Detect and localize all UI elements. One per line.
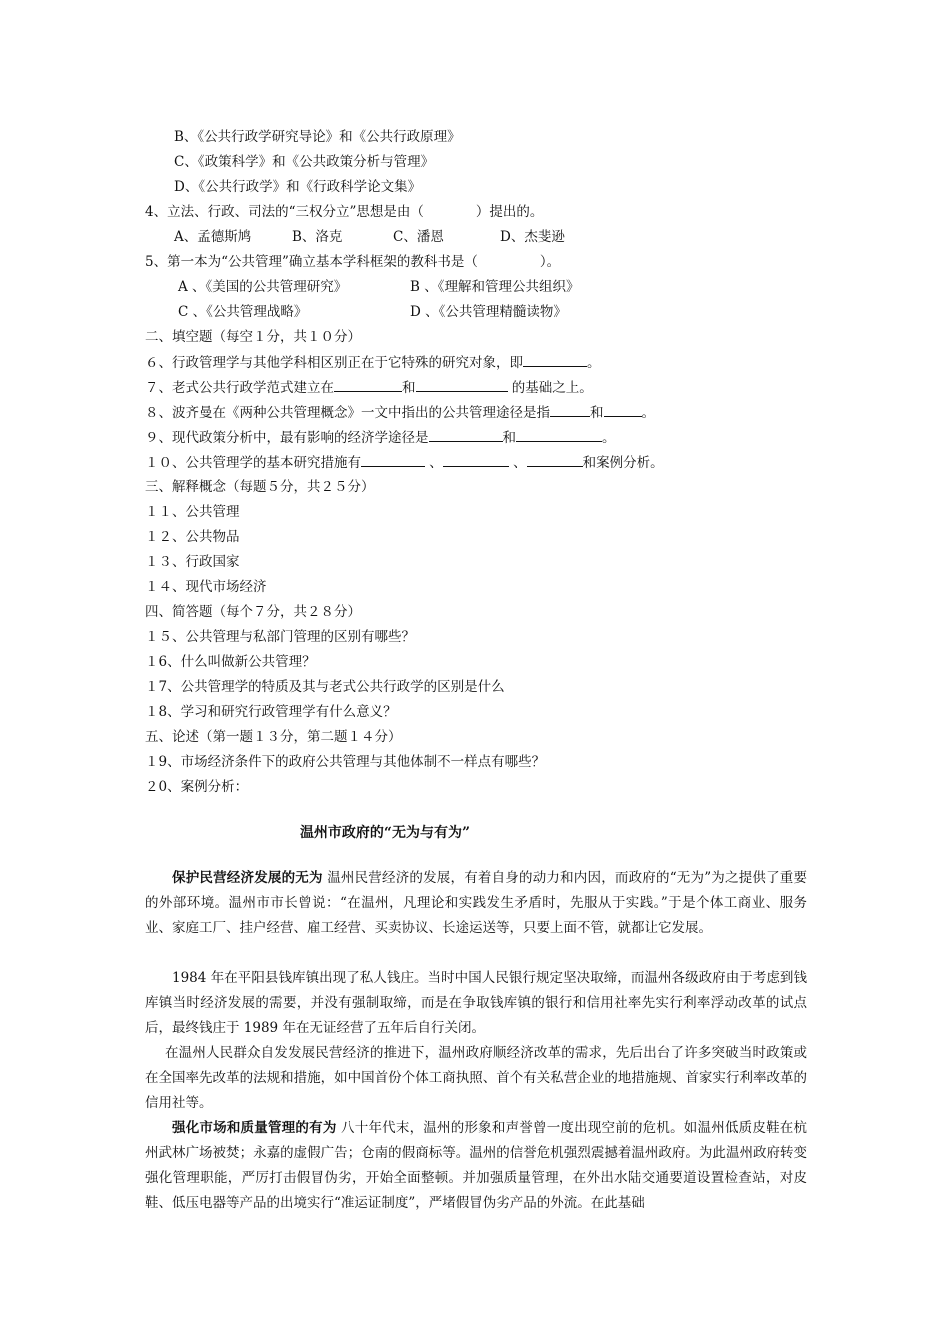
answer-blank xyxy=(443,453,509,467)
question-9 xyxy=(145,428,616,447)
question-8-text: ８、波齐曼在《两种公共管理概念》一文中指出的公共管理途径是指 xyxy=(145,405,550,421)
paragraph-lead: 保护民营经济发展的无为 xyxy=(172,870,323,886)
question-10-sep: 、 xyxy=(508,455,527,471)
question-8 xyxy=(145,403,655,422)
question-7-and: 和 xyxy=(402,380,416,396)
paragraph-lead: 强化市场和质量管理的有为 xyxy=(172,1120,337,1136)
option-q3-c: C、《政策科学》和《公共政策分析与管理》 xyxy=(174,154,435,170)
list-item: １１、公共管理 xyxy=(145,504,240,520)
option-q5-b: B 、《理解和管理公共组织》 xyxy=(410,279,580,295)
question-9-end: 。 xyxy=(602,430,616,446)
list-item: １6、什么叫做新公共管理？ xyxy=(145,654,316,670)
question-5-stem-end: ）。 xyxy=(539,254,561,270)
case-paragraph-2: 1984 年在平阳县钱库镇出现了私人钱庄。当时中国人民银行规定坚决取缔，而温州各级政府由于考虑到钱库镇当时经济发展的需要，并没有强制取缔，而是在争取钱库镇的银行和信用社率先实行利率浮动改革的试点后，最终钱庄于 1989 年在无证经营了五年后自行关闭。 xyxy=(145,970,807,1036)
question-6 xyxy=(145,353,601,372)
section-2-heading: 二、填空题（每空１分，共１０分） xyxy=(145,329,361,345)
answer-blank xyxy=(416,378,508,392)
paragraph-text: 温州民营经济的发展，有着自身的动力和内因，而政府的“无为”为之提供了重要的外部环境。温州市市长曾说：“在温州，凡理论和实践发生矛盾时，先服从于实践。”于是个体工商业、服务业、家庭工厂、挂户经营、雇工经营、买卖协议、长途运送等，只要上面不管，就都让它发展。 xyxy=(145,870,808,936)
list-item: １３、行政国家 xyxy=(145,554,240,570)
question-4-stem-end: ）提出的。 xyxy=(475,204,544,220)
question-4 xyxy=(145,203,543,221)
question-9-and: 和 xyxy=(502,430,516,446)
case-paragraph-1 xyxy=(145,866,807,941)
option-q3-d: D、《公共行政学》和《行政科学论文集》 xyxy=(174,179,422,195)
answer-blank xyxy=(550,403,590,417)
question-7-end: 的基础之上。 xyxy=(507,380,593,396)
question-4-stem: 4、立法、行政、司法的“三权分立”思想是由（ xyxy=(145,204,424,220)
list-item: １7、公共管理学的特质及其与老式公共行政学的区别是什么 xyxy=(145,679,505,695)
question-9-text: ９、现代政策分析中，最有影响的经济学途径是 xyxy=(145,430,429,446)
option-q4-c: C、潘恩 xyxy=(393,229,444,245)
list-item: １４、现代市场经济 xyxy=(145,579,267,595)
option-q5-a: A 、《美国的公共管理研究》 xyxy=(178,279,348,295)
list-item: １9、市场经济条件下的政府公共管理与其他体制不一样点有哪些？ xyxy=(145,754,546,770)
case-title: 温州市政府的“无为与有为” xyxy=(299,825,471,841)
option-q5-c: C 、《公共管理战略》 xyxy=(178,304,308,320)
option-q3-b: B、《公共行政学研究导论》和《公共行政原理》 xyxy=(174,129,461,145)
question-5 xyxy=(145,253,560,271)
answer-blank xyxy=(361,453,425,467)
section-3-heading: 三、解释概念（每题５分，共２５分） xyxy=(145,479,375,495)
question-10-text: １０、公共管理学的基本研究措施有 xyxy=(145,455,361,471)
list-item: １２、公共物品 xyxy=(145,529,240,545)
question-5-stem: 5、第一本为“公共管理”确立基本学科框架的教科书是（ xyxy=(145,254,478,270)
question-7-text: ７、老式公共行政学范式建立在 xyxy=(145,380,334,396)
question-6-text: ６、行政管理学与其他学科相区别正在于它特殊的研究对象，即 xyxy=(145,355,523,371)
answer-blank xyxy=(527,453,583,467)
answer-blank xyxy=(523,353,587,367)
option-q5-d: D 、《公共管理精髓读物》 xyxy=(410,304,567,320)
paragraph-text: 八十年代末，温州的形象和声誉曾一度出现空前的危机。如温州低质皮鞋在杭州武林广场被焚；永嘉的虚假广告；仓南的假商标等。温州的信誉危机强烈震撼着温州政府。为此温州政府转变强化管理职能，严厉打击假冒伪劣，开始全面整顿。并加强质量管理，在外出水陆交通要道设置检查站，对皮鞋、低压电器等产品的出境实行“准运证制度”，严堵假冒伪劣产品的外流。在此基础 xyxy=(145,1120,807,1211)
answer-blank xyxy=(516,428,602,442)
list-item: ２0、案例分析： xyxy=(145,779,249,795)
question-7 xyxy=(145,378,593,397)
option-q4-d: D、杰斐逊 xyxy=(500,229,565,245)
section-4-heading: 四、简答题（每个７分，共２８分） xyxy=(145,604,361,620)
question-10 xyxy=(145,453,664,472)
section-5-heading: 五、论述（第一题１３分，第二题１４分） xyxy=(145,729,402,745)
option-q4-a: A、孟德斯鸠 xyxy=(174,229,252,245)
case-paragraph-4 xyxy=(145,1116,807,1216)
question-10-sep: 、 xyxy=(425,455,443,471)
answer-blank xyxy=(604,403,642,417)
answer-blank xyxy=(429,428,503,442)
option-q4-b: B、洛克 xyxy=(292,229,343,245)
list-item: １8、学习和研究行政管理学有什么意义？ xyxy=(145,704,397,720)
question-8-end: 。 xyxy=(641,405,655,421)
answer-blank xyxy=(334,378,402,392)
question-8-and: 和 xyxy=(590,405,604,421)
question-10-end: 和案例分析。 xyxy=(582,455,664,471)
list-item: １５、公共管理与私部门管理的区别有哪些？ xyxy=(145,629,415,645)
question-6-end: 。 xyxy=(587,355,601,371)
case-paragraph-3: 在温州人民群众自发发展民营经济的推进下，温州政府顺经济改革的需求，先后出台了许多突破当时政策或在全国率先改革的法规和措施，如中国首份个体工商执照、首个有关私营企业的地措施规、首家实行利率改革的信用社等。 xyxy=(145,1045,807,1111)
